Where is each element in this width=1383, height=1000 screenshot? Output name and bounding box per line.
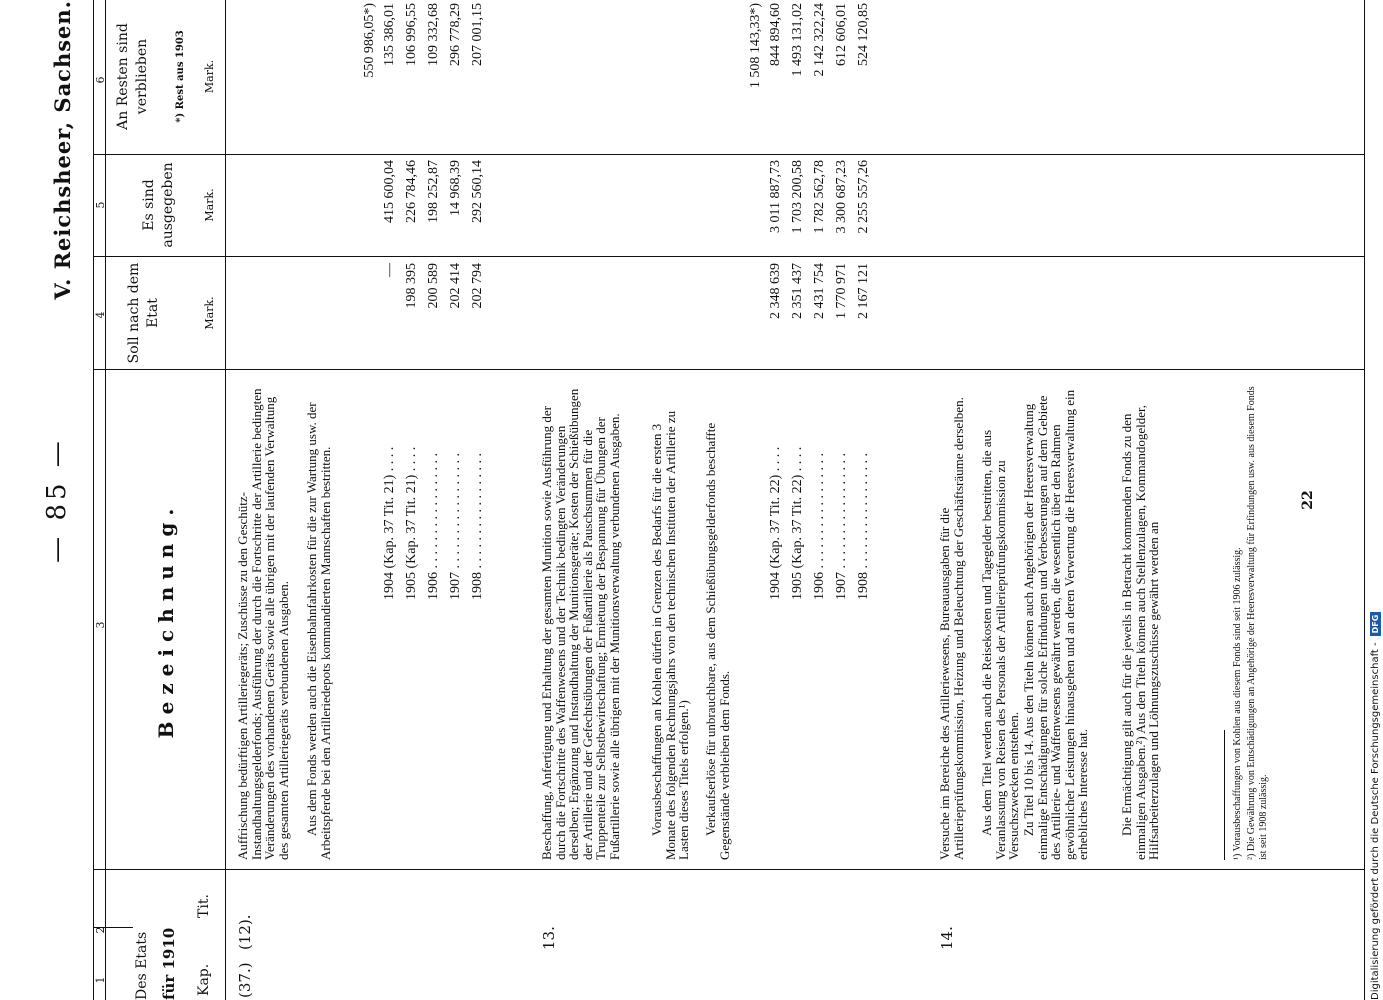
reste-value: 524 120,85 bbox=[856, 3, 871, 66]
etat-header: Des Etats bbox=[134, 931, 150, 1000]
year-label: 1905 (Kap. 37 Tit. 22) . . . . bbox=[790, 446, 805, 600]
digitization-note: Digitalisierung gefördert durch die Deutsche Forschungsgemeinschaft - bbox=[1370, 642, 1381, 1000]
year-label: 1908 . . . . . . . . . . . . . . . . . bbox=[856, 453, 871, 600]
reste-note: *) Rest aus 1903 bbox=[175, 30, 186, 123]
column-divider bbox=[93, 154, 1364, 155]
soll-value: 2 431 754 bbox=[812, 263, 827, 319]
kap-header: Kap. bbox=[196, 963, 212, 996]
soll-value: 2 167 121 bbox=[856, 263, 871, 319]
reste-value: 2 142 322,24 bbox=[812, 3, 827, 77]
footnote: ²) Die Gewährung von Entschädigungen an Angehörige der Heeresverwaltung für Erfindungen usw. aus diesem Fonds ist seit 1908 zulässig. bbox=[1246, 386, 1269, 860]
soll-unit: Mark. bbox=[203, 296, 216, 330]
entry-text: Auffrischung bedürftigen Artilleriegeräts; Zuschüsse zu den Geschütz-Instandhaltungsgelderfonds; Ausführung der durch die Fortschritte der Artillerie bedingten Veränderungen des vorhandenen Geräts sowie alle übrigen mit der laufenden Verwaltung des gesamten Artilleriegeräts verbundenen Ausgaben. bbox=[235, 388, 291, 860]
bezeichnung-header: Bezeichnung. bbox=[154, 501, 178, 739]
column-number: 4 bbox=[94, 311, 107, 319]
entry-text: Vorausbeschaffungen an Kohlen dürfen in Grenzen des Bedarfs für die ersten 3 Monate des folgenden Rechnungsjahrs von den technischen Instituten der Artillerie zu Lasten dieses Titels erfolgen.¹) bbox=[649, 410, 692, 860]
reste-value: 844 894,60 bbox=[768, 3, 783, 66]
reste-value: 296 778,29 bbox=[448, 3, 463, 66]
column-number: 1 bbox=[94, 976, 107, 984]
tit-cell: (12). bbox=[236, 914, 254, 950]
entry-text: Beschaffung, Anfertigung und Erhaltung der gesamten Munition sowie Ausführung der durch die Fortschritte des Waffenwesens und der Technik bedingten Veränderungen derselben; Ergänzung und Instandhaltung der Munitionsgeräte; Kosten der Schießübungen der Artillerie und der Gefechtsübungen der Fußartillerie als Pauschsummen für die Truppenteile zur Selbstbewirtschaftung; Ermietung der Bespannung für Übungen der Fußartillerie sowie alle übrigen mit der Munitionsverwaltung verbundenen Ausgaben. bbox=[539, 388, 622, 860]
ausgegeben-value: 2 255 557,26 bbox=[856, 160, 871, 234]
soll-value: 200 589 bbox=[426, 263, 441, 309]
soll-header: Soll nach dem Etat bbox=[126, 262, 161, 364]
entry-text: Versuche im Bereiche des Artilleriewesens, Bureauausgaben für die Artillerieprüfungskommission, Heizung und Beleuchtung der Geschäftsräume derselben. bbox=[937, 397, 966, 860]
column-number-rule bbox=[105, 0, 106, 1000]
year-label: 1906 . . . . . . . . . . . . . . . . . bbox=[426, 453, 441, 600]
tit-cell: 13. bbox=[540, 926, 558, 950]
table-top-rule bbox=[93, 0, 94, 1000]
column-number: 6 bbox=[94, 76, 107, 84]
ausgegeben-value: 3 300 687,23 bbox=[834, 160, 849, 234]
ausgegeben-value: 14 968,39 bbox=[448, 160, 463, 216]
entry-text: Die Ermächtigung gilt auch für die jeweils in Betracht kommenden Fonds zu den einmaligen Ausgaben.²) Aus den Titeln können auch Stellenzulagen, Kommandogelder, Hilfsarbeiterzulagen und Löhnungszuschüsse gewährt werden an bbox=[1119, 404, 1162, 860]
column-number: 2 bbox=[94, 926, 107, 934]
carry-reste: 1 508 143,33*) bbox=[748, 3, 763, 89]
column-number: 3 bbox=[94, 621, 107, 629]
column-divider bbox=[93, 869, 1364, 870]
entry-text: Verkaufserlöse für unbrauchbare, aus dem Schießübungsgelderfonds beschaffte Gegenstände verbleiben dem Fonds. bbox=[703, 422, 732, 860]
ausgegeben-value: 198 252,87 bbox=[426, 160, 441, 223]
footer-page-number: 22 bbox=[1300, 490, 1316, 510]
year-label: 1905 (Kap. 37 Tit. 21) . . . . bbox=[404, 446, 419, 600]
entry-text: Zu Titel 10 bis 14. Aus den Titeln können auch Angehörigen der Heeresverwaltung einmalige Entschädigungen für solche Erfindungen und Verbesserungen auf dem Gebiete des Artillerie- und Waffenwesens gewährt werden, die wesentlich über den Rahmen gewöhnlicher Leistungen hinausgehen und an deren Verwertung die Heeresverwaltung ein erhebliches Interesse hat. bbox=[1021, 389, 1091, 860]
column-number: 5 bbox=[94, 201, 107, 209]
soll-value: 202 414 bbox=[448, 263, 463, 309]
reste-value: 1 493 131,02 bbox=[790, 3, 805, 77]
reste-value: 207 001,15 bbox=[470, 3, 485, 66]
year-label: 1907 . . . . . . . . . . . . . . . . . bbox=[448, 453, 463, 600]
year-label: 1908 . . . . . . . . . . . . . . . . . bbox=[470, 453, 485, 600]
etat-header-year: für 1910 bbox=[160, 927, 178, 1000]
soll-value: 198 395 bbox=[404, 263, 419, 309]
header-bottom-rule bbox=[225, 0, 226, 1000]
entry-text: Aus dem Fonds werden auch die Eisenbahnfahrkosten für die zur Wartung usw. der Arbeitspferde bei den Artilleriedepots kommandierten Mannschaften bestritten. bbox=[304, 402, 333, 860]
ausgegeben-value: 292 560,14 bbox=[470, 160, 485, 223]
ausgegeben-value: 1 703 200,58 bbox=[790, 160, 805, 234]
reste-header: An Resten sind verblieben bbox=[115, 23, 150, 130]
footnote-rule bbox=[1224, 730, 1225, 860]
soll-value: 1 770 971 bbox=[834, 263, 849, 319]
reste-value: 612 606,01 bbox=[834, 3, 849, 66]
kap-cell: (37.) bbox=[236, 962, 254, 998]
page-number: — 85 — bbox=[42, 437, 72, 563]
reste-value: 109 332,68 bbox=[426, 3, 441, 66]
dfg-logo: DFG bbox=[1370, 612, 1381, 637]
year-label: 1904 (Kap. 37 Tit. 22) . . . . bbox=[768, 446, 783, 600]
soll-value: 202 794 bbox=[470, 263, 485, 309]
ausgegeben-value: 3 011 887,73 bbox=[768, 160, 783, 233]
column-divider bbox=[93, 256, 1364, 257]
soll-value: — bbox=[382, 263, 397, 277]
footnote: ¹) Vorausbeschaffungen von Kohlen aus diesem Fonds sind seit 1906 zulässig. bbox=[1232, 547, 1243, 860]
entry-text: Aus dem Titel werden auch die Reisekosten und Tagegelder bestritten, die aus Veranlassung von Reisen des Personals der Artillerieprüfungskommission zu Versuchszwecken entstehen. bbox=[979, 429, 1022, 860]
reste-unit: Mark. bbox=[203, 59, 216, 94]
ausgegeben-value: 226 784,46 bbox=[404, 160, 419, 223]
ausgegeben-unit: Mark. bbox=[203, 188, 216, 222]
ausgegeben-value: 1 782 562,78 bbox=[812, 160, 827, 234]
ausgegeben-header: Es sind ausgegeben bbox=[141, 162, 176, 248]
soll-value: 2 348 639 bbox=[768, 263, 783, 319]
year-label: 1906 . . . . . . . . . . . . . . . . . bbox=[812, 453, 827, 600]
ausgegeben-value: 415 600,04 bbox=[382, 160, 397, 223]
year-label: 1904 (Kap. 37 Tit. 21) . . . . bbox=[382, 446, 397, 600]
digitization-strip bbox=[1368, 0, 1383, 1000]
tit-header: Tit. bbox=[196, 894, 212, 918]
year-label: 1907 . . . . . . . . . . . . . . . . . bbox=[834, 453, 849, 600]
section-title: V. Reichsheer, Sachsen. bbox=[50, 0, 75, 300]
soll-value: 2 351 437 bbox=[790, 263, 805, 319]
reste-value: 135 386,01 bbox=[382, 3, 397, 66]
table-bottom-rule bbox=[1364, 0, 1365, 1000]
carry-reste: 550 986,05*) bbox=[362, 3, 377, 78]
column-divider bbox=[93, 369, 1364, 370]
tit-cell: 14. bbox=[938, 926, 956, 950]
reste-value: 106 996,55 bbox=[404, 3, 419, 66]
